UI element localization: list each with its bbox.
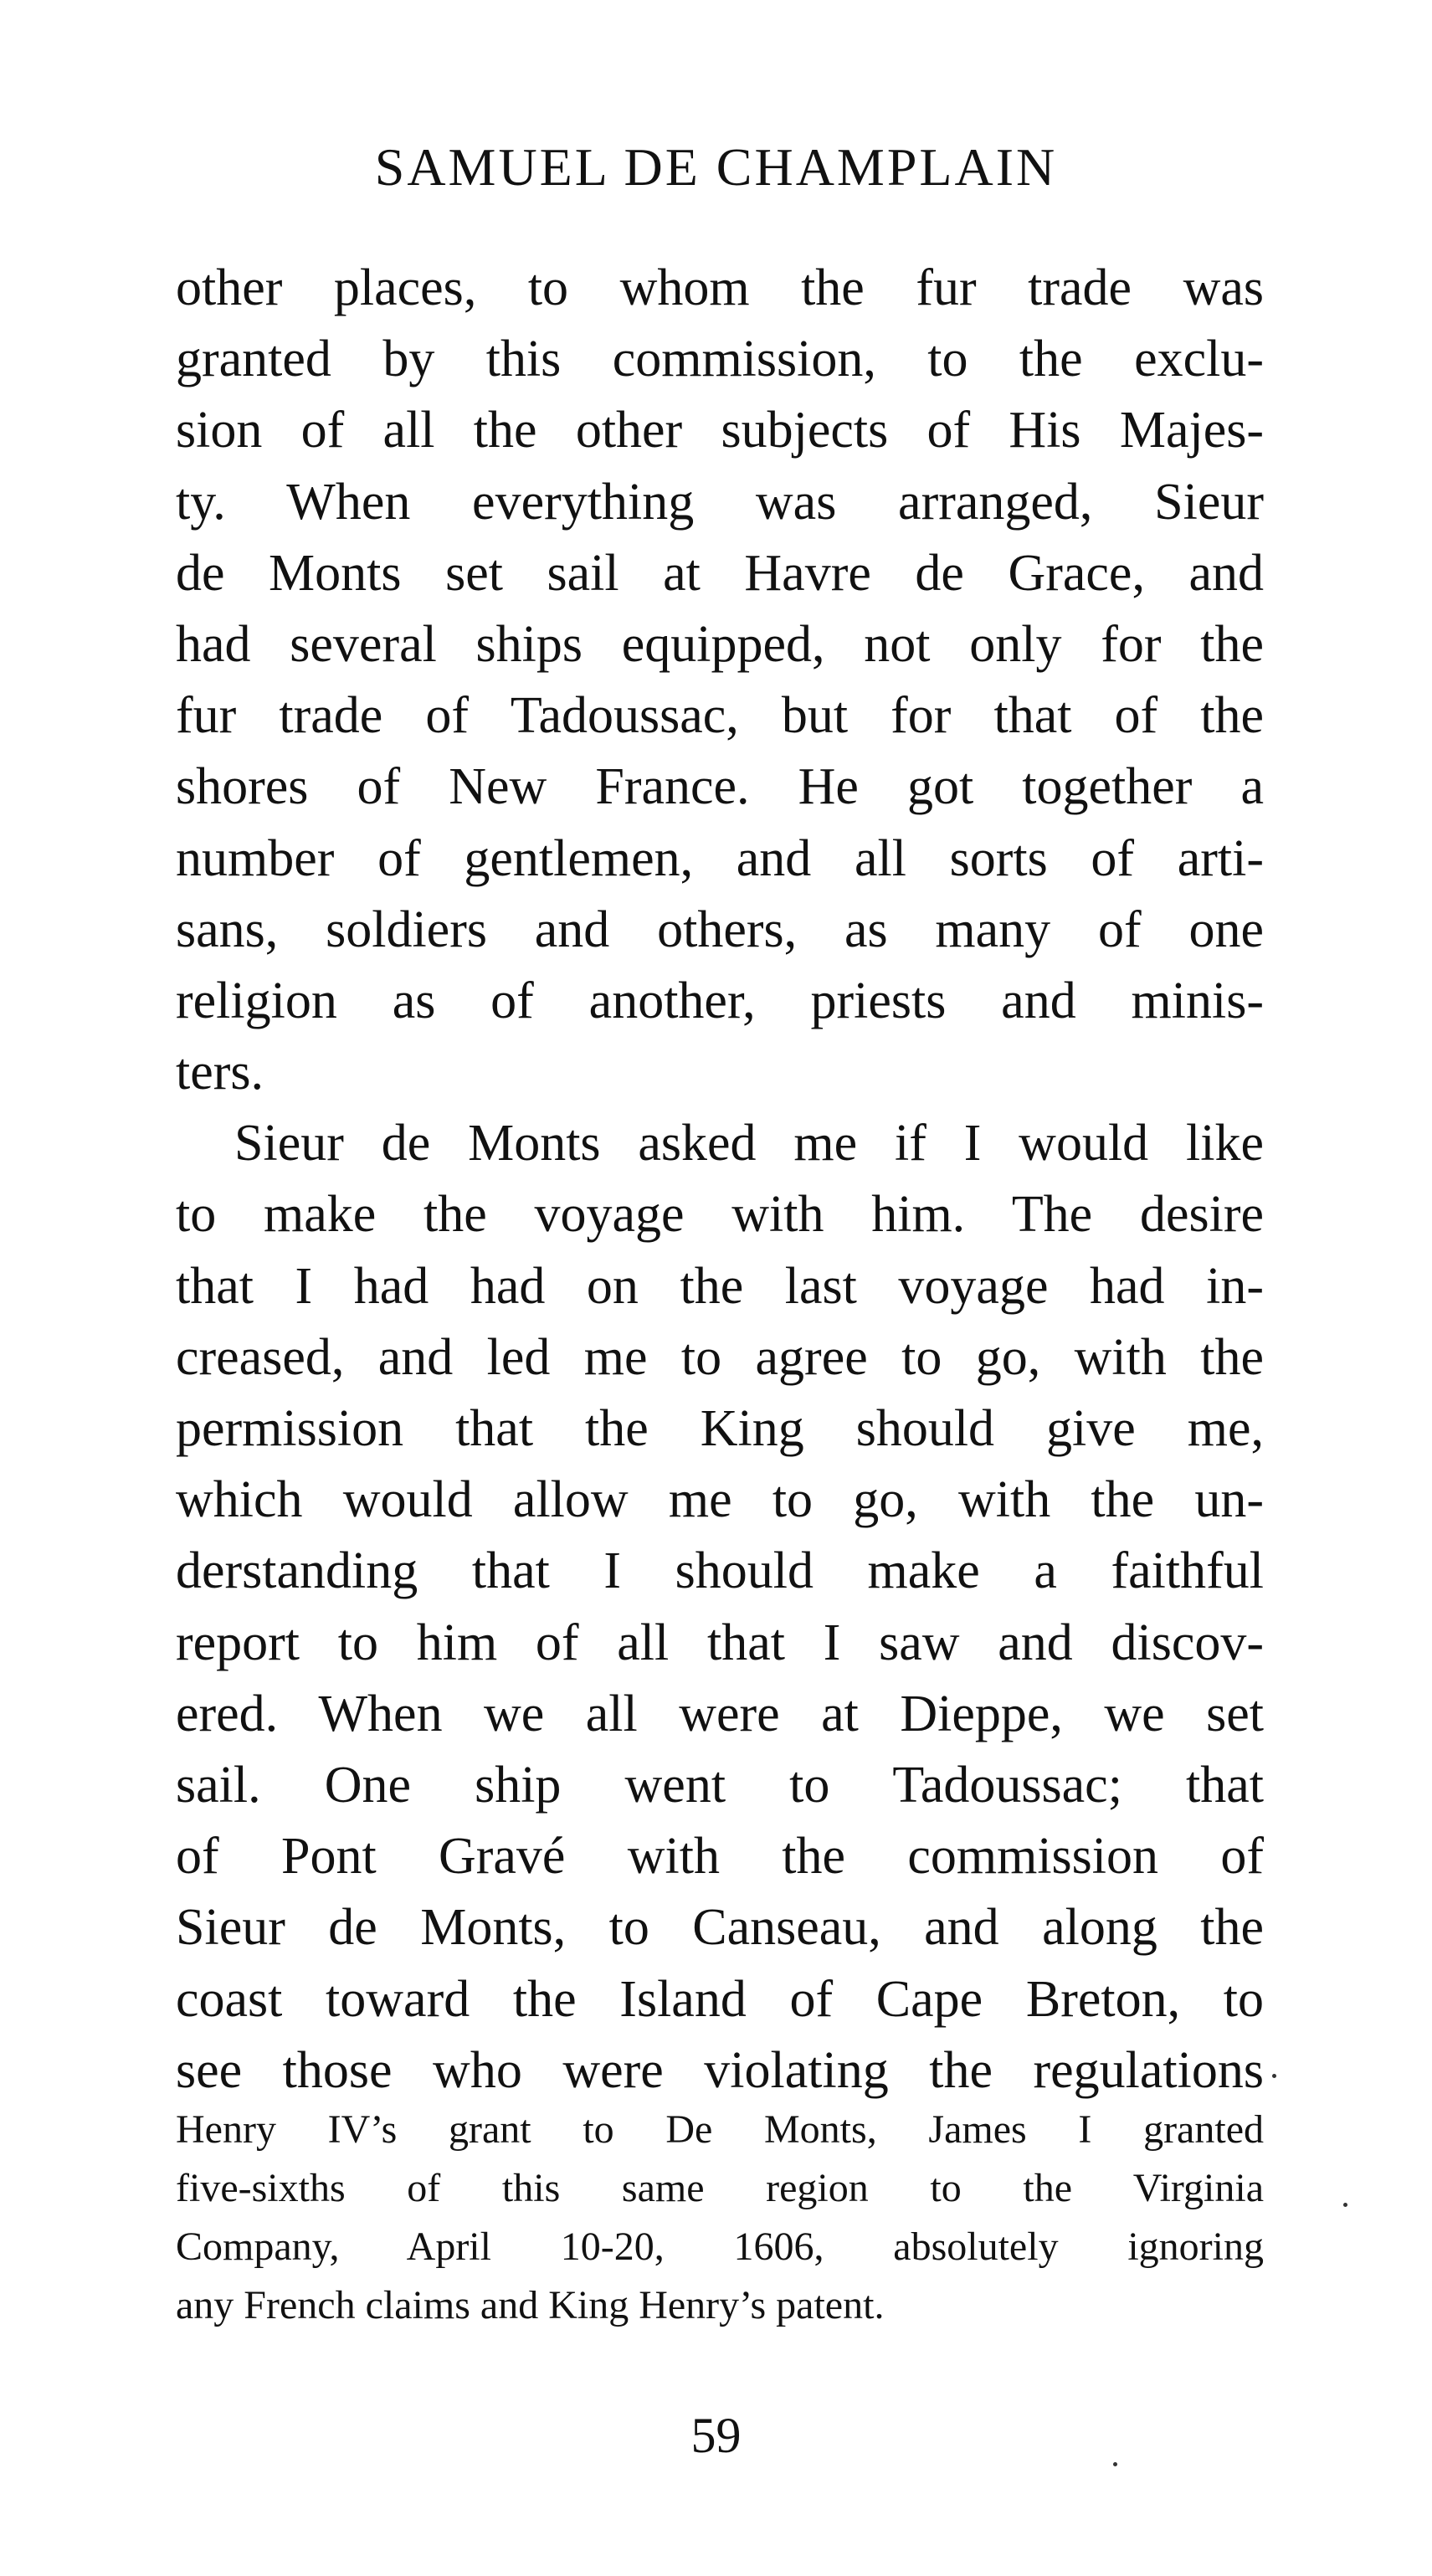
body-line: de Monts set sail at Havre de Grace, and <box>176 544 1264 602</box>
body-line: to make the voyage with him. The desire <box>176 1186 1264 1244</box>
body-line: of Pont Gravé with the commission of <box>176 1828 1264 1886</box>
body-line: number of gentlemen, and all sorts of arti- <box>176 829 1264 887</box>
body-line: creased, and led me to agree to go, with the <box>176 1328 1264 1386</box>
body-line: see those who were violating the regulations <box>176 2041 1264 2099</box>
footnote-line: Henry IV’s grant to De Monts, James I granted <box>176 2107 1264 2152</box>
body-line: sans, soldiers and others, as many of one <box>176 901 1264 958</box>
body-line: derstanding that I should make a faithful <box>176 1542 1264 1600</box>
scan-speck <box>1113 2462 1117 2466</box>
body-text <box>176 253 1264 2106</box>
body-line: coast toward the Island of Cape Breton, to <box>176 1970 1264 2028</box>
body-line: sail. One ship went to Tadoussac; that <box>176 1756 1264 1814</box>
footnote-line: five-sixths of this same region to the Virginia <box>176 2166 1264 2210</box>
body-line: report to him of all that I saw and discov- <box>176 1614 1264 1671</box>
body-line: fur trade of Tadoussac, but for that of the <box>176 687 1264 745</box>
body-line: Sieur de Monts, to Canseau, and along the <box>176 1899 1264 1957</box>
scan-speck <box>1272 2074 1276 2078</box>
body-line: granted by this commission, to the exclu- <box>176 331 1264 388</box>
body-line: ty. When everything was arranged, Sieur <box>176 473 1264 531</box>
running-head: SAMUEL DE CHAMPLAIN <box>374 137 1058 197</box>
body-line: permission that the King should give me, <box>176 1400 1264 1457</box>
body-line: ered. When we all were at Dieppe, we set <box>176 1685 1264 1742</box>
body-line: ters. <box>176 1044 264 1101</box>
body-line: sion of all the other subjects of His Majes- <box>176 402 1264 459</box>
footnote <box>176 2101 1264 2335</box>
body-line: other places, to whom the fur trade was <box>176 259 1264 316</box>
page-number: 59 <box>690 2408 742 2463</box>
footnote-line: any French claims and King Henry’s patent. <box>176 2283 885 2327</box>
body-line: religion as of another, priests and minis- <box>176 972 1264 1029</box>
body-line: shores of New France. He got together a <box>176 758 1264 816</box>
footnote-line: Company, April 10-20, 1606, absolutely ignoring <box>176 2224 1264 2269</box>
scan-speck <box>1343 2203 1347 2207</box>
body-line: had several ships equipped, not only for the <box>176 615 1264 673</box>
body-line: Sieur de Monts asked me if I would like <box>234 1115 1264 1173</box>
body-line: that I had had on the last voyage had in- <box>176 1257 1264 1315</box>
body-line: which would allow me to go, with the un- <box>176 1471 1264 1529</box>
